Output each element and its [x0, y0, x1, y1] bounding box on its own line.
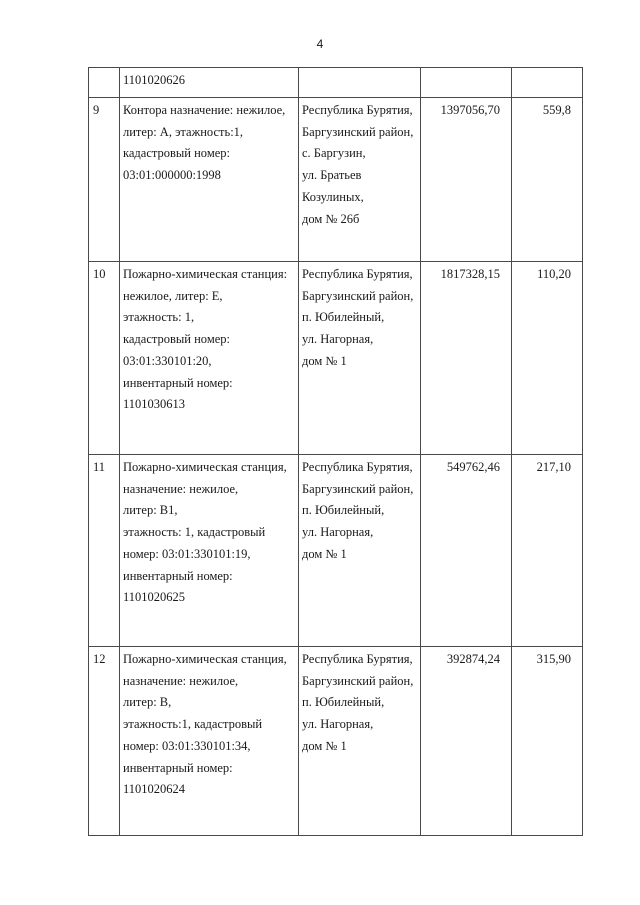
table-row — [89, 262, 583, 455]
object-name-cell — [120, 647, 299, 836]
object-name-line: назначение: нежилое, — [123, 673, 239, 688]
area-value — [512, 68, 582, 70]
address-line: Республика Бурятия, — [302, 267, 413, 281]
page-number: 4 — [316, 37, 324, 51]
object-name-line: Контора назначение: нежилое, — [123, 103, 286, 117]
address-cell — [299, 455, 421, 647]
object-name-line: номер: 03:01:330101:34, — [123, 738, 251, 753]
address-line: Республика Бурятия, — [302, 103, 413, 117]
area-cell — [512, 262, 583, 455]
book-value-cell — [421, 647, 512, 836]
address-line: ул. Нагорная, — [302, 332, 374, 347]
address-line: п. Юбилейный, — [302, 310, 385, 325]
address-line: п. Юбилейный, — [302, 695, 385, 710]
object-name-line: инвентарный номер: — [123, 760, 233, 775]
row-number-cell — [89, 262, 120, 455]
address-cell — [299, 98, 421, 262]
row-number: 12 — [93, 652, 106, 666]
address-line: ул. Братьев — [302, 168, 362, 183]
object-name-line: литер: В, — [123, 695, 172, 710]
address-cell — [299, 262, 421, 455]
object-name-cell — [120, 98, 299, 262]
area-value: 217,10 — [536, 460, 571, 474]
address-line: дом № 1 — [302, 738, 347, 753]
object-name-line: 03:01:330101:20, — [123, 353, 212, 368]
object-name-cell — [120, 262, 299, 455]
row-number: 10 — [93, 267, 106, 281]
row-number-cell — [89, 98, 120, 262]
object-name-line: 1101020625 — [123, 590, 186, 605]
address-line: Козулиных, — [302, 189, 364, 204]
address-line: Баргузинский район, — [302, 481, 414, 496]
address-line: ул. Нагорная, — [302, 717, 374, 732]
object-name-line: этажность: 1, кадастровый — [123, 525, 266, 540]
book-value-cell — [421, 98, 512, 262]
object-name-line: Пожарно-химическая станция, — [123, 652, 287, 666]
object-name-cell — [120, 68, 299, 98]
object-name-line: нежилое, литер: Е, — [123, 288, 223, 303]
area-cell — [512, 455, 583, 647]
object-name-line: 1101020624 — [123, 782, 186, 797]
object-name-line: Пожарно-химическая станция, — [123, 460, 287, 474]
address-line: п. Юбилейный, — [302, 503, 385, 518]
row-number-cell — [89, 647, 120, 836]
book-value: 1397056,70 — [440, 103, 500, 117]
object-name-line: инвентарный номер: — [123, 568, 233, 583]
object-name-line: 1101020626 — [123, 73, 186, 87]
address-line: дом № 1 — [302, 353, 347, 368]
object-name-line: литер: В1, — [123, 503, 178, 518]
area-value: 559,8 — [542, 103, 571, 117]
book-value-cell — [421, 68, 512, 98]
row-number — [89, 68, 119, 70]
area-value: 315,90 — [536, 652, 571, 666]
area-value: 110,20 — [537, 267, 571, 281]
address-line: ул. Нагорная, — [302, 525, 374, 540]
row-number: 11 — [93, 460, 106, 474]
book-value: 1817328,15 — [440, 267, 500, 281]
row-number: 9 — [93, 103, 100, 117]
address-line: Республика Бурятия, — [302, 652, 413, 666]
address-line: дом № 1 — [302, 546, 347, 561]
table-row — [89, 455, 583, 647]
object-name-line: кадастровый номер: — [123, 332, 231, 347]
object-name-line: 03:01:000000:1998 — [123, 168, 221, 183]
book-value — [421, 68, 511, 70]
object-name-cell — [120, 455, 299, 647]
object-name-line: назначение: нежилое, — [123, 481, 239, 496]
address-cell — [299, 647, 421, 836]
object-name-line: 1101030613 — [123, 397, 186, 412]
address-line: Республика Бурятия, — [302, 460, 413, 474]
object-name-line: этажность:1, кадастровый — [123, 717, 263, 732]
book-value: 392874,24 — [446, 652, 500, 666]
property-registry-table — [88, 67, 583, 836]
row-number-cell — [89, 68, 120, 98]
address-line: Баргузинский район, — [302, 124, 414, 139]
object-name-line: Пожарно-химическая станция: — [123, 267, 288, 281]
row-number-cell — [89, 455, 120, 647]
object-name-line: инвентарный номер: — [123, 375, 233, 390]
object-name-line: номер: 03:01:330101:19, — [123, 546, 251, 561]
book-value: 549762,46 — [446, 460, 500, 474]
address-line: с. Баргузин, — [302, 146, 366, 161]
object-name-line: литер: А, этажность:1, — [123, 124, 244, 139]
address-line: Баргузинский район, — [302, 288, 414, 303]
area-cell — [512, 68, 583, 98]
area-cell — [512, 647, 583, 836]
address-line: Баргузинский район, — [302, 673, 414, 688]
book-value-cell — [421, 262, 512, 455]
table-row — [89, 68, 583, 98]
book-value-cell — [421, 455, 512, 647]
table-row — [89, 98, 583, 262]
address-line: дом № 26б — [302, 211, 360, 226]
address-cell — [299, 68, 421, 98]
table-row — [89, 647, 583, 836]
object-name-line: кадастровый номер: — [123, 146, 231, 161]
area-cell — [512, 98, 583, 262]
object-name-line: этажность: 1, — [123, 310, 195, 325]
